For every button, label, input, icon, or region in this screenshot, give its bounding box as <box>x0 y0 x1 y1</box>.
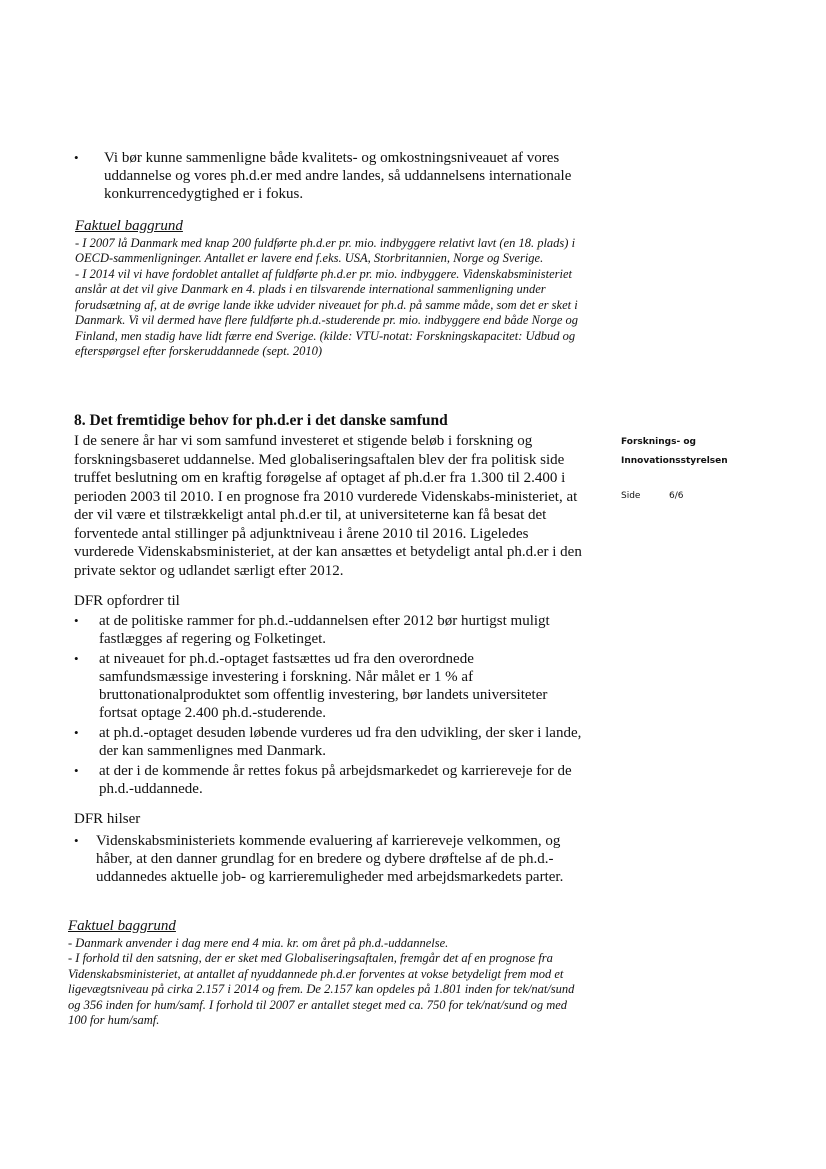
list-item <box>74 650 586 722</box>
bullet-icon: • <box>74 150 79 165</box>
list-item <box>74 612 586 648</box>
list-item <box>74 832 594 886</box>
bullet-icon: • <box>74 613 79 628</box>
page-number: 6/6 <box>669 491 684 501</box>
faktuel-paragraph: - I 2014 vil vi have fordoblet antallet af fuldførte ph.d.er pr. mio. indbyggere. Videnskabsministeriet anslår at det vil give Danmark en 4. plads i en tilsvarende international sammenligning under forudsætning af, at de øvrige lande ikke udvider niveauet for ph.d. på samme måde, som det er sket i Danmark. Vi vil dermed have flere fuldførte ph.d.-studerende pr. mio. indbyggere end både Norge og Finland, men stadig have lidt færre end Sverige. (kilde: VTU-notat: Forskningskapacitet: Udbud og efterspørgsel efter forskeruddannede (sept. 2010) <box>75 266 579 358</box>
bullet-icon: • <box>74 725 79 740</box>
faktuel-paragraph: - I forhold til den satsning, der er sket med Globaliseringsaftalen, fremgår det af en prognose fra Videnskabsministeriet, at antallet af nyuddannede ph.d.er forventes at vokse betydeligt frem mod et ligevægtsniveau på cirka 2.157 i 2014 og frem. De 2.157 kan opdeles på 1.801 inden for tek/nat/sund og 356 inden for hum/samf. I forhold til 2007 er antallet steget med ca. 750 for tek/nat/sund og med 100 for hum/samf. <box>68 951 575 1027</box>
bullet-text: at niveauet for ph.d.-optaget fastsættes ud fra den overordnede samfundsmæssige investering i forskning. Når målet er 1 % af bruttonationalproduktet som offentlig investering, bør landets universiteter fortsat optage 2.400 ph.d.-studerende. <box>99 651 548 721</box>
faktuel-baggrund-1 <box>75 219 587 360</box>
top-bullet-list <box>74 149 586 205</box>
bullet-text: at ph.d.-optaget desuden løbende vurderes ud fra den udvikling, der sker i lande, der kan sammenlignes med Danmark. <box>99 725 582 759</box>
list-item <box>74 149 586 203</box>
bullet-icon: • <box>74 833 79 848</box>
list-item <box>74 724 586 760</box>
bullet-text: at de politiske rammer for ph.d.-uddannelsen efter 2012 bør hurtigst muligt fastlægges af regering og Folketinget. <box>99 613 550 647</box>
faktuel-baggrund-2 <box>68 919 580 1029</box>
bullet-text: Vi bør kunne sammenligne både kvalitets- og omkostningsniveauet af vores uddannelse og vores ph.d.er med andre landes, så uddannelsens internationale konkurrencedygtighed er i fokus. <box>104 150 572 202</box>
bullet-text: at der i de kommende år rettes fokus på arbejdsmarkedet og karriereveje for de ph.d.-uddannede. <box>99 763 572 797</box>
faktuel-heading: Faktuel baggrund <box>68 918 176 934</box>
hilser-list <box>74 832 594 888</box>
sidebar-org-line1: Forsknings- og <box>621 437 696 447</box>
faktuel-paragraph: - I 2007 lå Danmark med knap 200 fuldførte ph.d.er pr. mio. indbyggere relativt lavt (en 18. plads) i OECD-sammenligninger. Antallet er lavere end f.eks. USA, Storbritannien, Norge og Sverige. <box>75 235 576 265</box>
faktuel-paragraph: - Danmark anvender i dag mere end 4 mia. kr. om året på ph.d.-uddannelse. <box>68 935 449 950</box>
page-label: Side <box>621 491 641 501</box>
section-title: 8. Det fremtidige behov for ph.d.er i det danske samfund <box>74 412 448 429</box>
bullet-text: Videnskabsministeriets kommende evaluering af karriereveje velkommen, og håber, at den danner grundlag for en bredere og dybere drøftelse af de ph.d.-uddannedes aktuelle job- og karrieremuligheder med arbejdsmarkedets parter. <box>96 833 564 885</box>
opfordrer-label: DFR opfordrer til <box>74 593 180 609</box>
hilser-label: DFR hilser <box>74 811 141 827</box>
bullet-icon: • <box>74 651 79 666</box>
bullet-icon: • <box>74 763 79 778</box>
list-item <box>74 762 586 798</box>
sidebar-org-line2: Innovationsstyrelsen <box>621 456 728 466</box>
faktuel-heading: Faktuel baggrund <box>75 218 183 234</box>
section-paragraph: I de senere år har vi som samfund investeret et stigende beløb i forskning og forskningsbaseret uddannelse. Med globaliseringsaftalen blev der fra politisk side truffet beslutning om en kraftig forøgelse af optaget af ph.d.er fra 1.300 til 2.400 i perioden 2003 til 2010. I en prognose fra 2010 vurderede Videnskabs-ministeriet, at der vil være et tilstrækkeligt antal ph.d.er til, at universiteterne kan få besat det forventede antal stillinger på adjunktniveau i årene 2010 til 2016. Ligeledes vurderede Videnskabsministeriet, at der kan ansættes et betydeligt antal ph.d.er i den private sektor og udlandet særligt efter 2012. <box>74 433 582 579</box>
opfordrer-list <box>74 612 586 800</box>
